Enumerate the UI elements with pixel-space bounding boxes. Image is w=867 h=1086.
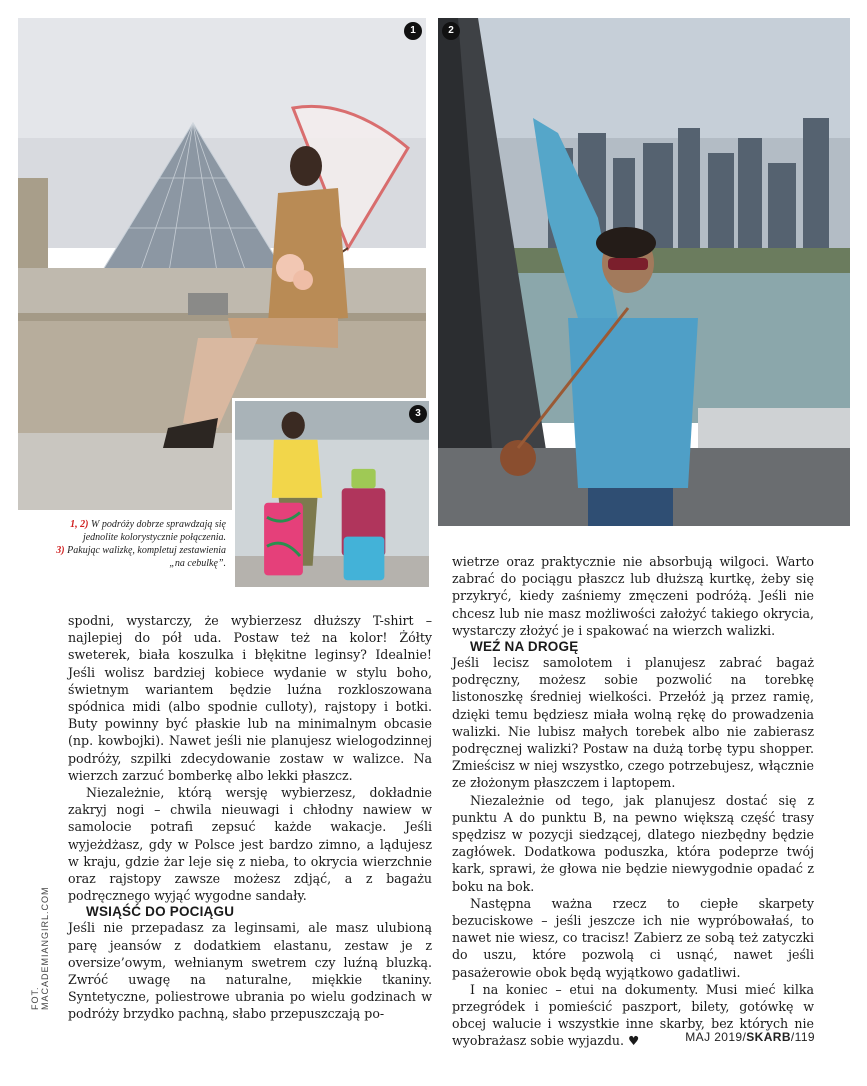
photo-number-badge: 2 xyxy=(442,22,460,40)
caption-number: 3) xyxy=(56,545,65,556)
photo-credit: FOT. MACADEMIANGIRL.COM xyxy=(30,886,50,1010)
photo-number-badge: 1 xyxy=(404,22,422,40)
page-footer xyxy=(685,1030,815,1044)
page-number: 119 xyxy=(794,1030,815,1044)
paragraph: Następna ważna rzecz to ciepłe skarpety bezuciskowe – jeśli jeszcze ich nie wypróbowałaś, to nawet nie wiesz, co tracisz! Zabierz ze sobą też zatyczki do uszu, które pozwolą ci usnąć, nawet jeśli pasażerowie obok będą wyjątkowo gadatliwi. xyxy=(452,895,814,980)
paragraph: wietrze oraz praktycznie nie absorbują wilgoci. Warto zabrać do pociągu płaszcz lub dłuższą kurtkę, żeby się przykryć, kiedy zaśniemy zmęczeni podróżą. Jeśli nie chcesz lub nie masz możliwości założyć takiego okrycia, wystarczy złożyć je i spakować na wierzch walizki. xyxy=(452,554,814,638)
paragraph: Niezależnie, którą wersję wybierzesz, dokładnie zakryj nogi – chwila nieuwagi i chłodny nawiew w samolocie potrafi zepsuć każde wakacje. Jeśli wyjeżdżasz, gdy w Polsce jest bardzo zimno, a lądujesz w kraju, gdzie żar leje się z nieba, to okrycia wierzchnie oraz rajstopy zawsze możesz zdjąć, a z bagażu podręcznego wyjąć wygodne sandały. xyxy=(68,785,432,904)
magazine-name: SKARB xyxy=(746,1030,791,1044)
paragraph: Niezależnie od tego, jak planujesz dostać się z punktu A do punktu B, na pewno większą część trasy spędzisz w pozycji siedzącej, dlatego niezbędny będzie zagłówek. Dodatkowa poduszka, która podeprze twój kark, sprawi, że głowa nie będzie niewygodnie opadać z boku na bok. xyxy=(452,792,814,894)
caption-text: Pakując walizkę, kompletuj zestawienia „na cebulkę”. xyxy=(67,545,226,569)
paragraph: Jeśli lecisz samolotem i planujesz zabrać bagaż podręczny, możesz sobie pozwolić na torebkę listonoszkę średniej wielkości. Przełóż ją przez ramię, dzięki temu będziesz miała wolną rękę do prowadzenia walizki. Nie lubisz małych torebek albo nie zabierasz podręcznej walizki? Postaw na dużą torbę typu shopper. Zmieścisz w niej wszystko, czego potrzebujesz, włącznie ze złożonym płaszczem i laptopem. xyxy=(452,655,814,791)
caption-text: W podróży dobrze sprawdzają się jednolite kolorystycznie połączenia. xyxy=(82,519,226,543)
caption-number: 1, 2) xyxy=(70,519,89,530)
photo-caption xyxy=(48,518,226,570)
paragraph: I na koniec – etui na dokumenty. Musi mieć kilka przegródek i pomieścić paszport, bilety, gotówkę w obcej walucie i wszystkie inne skarby, bez których nie wyobrażasz sobie wyjazdu. ♥ xyxy=(452,981,814,1049)
separator: / xyxy=(790,1030,795,1044)
issue-date: MAJ 2019 xyxy=(685,1030,743,1044)
paragraph: spodni, wystarczy, że wybierzesz dłuższy T-shirt – najlepiej do pół uda. Postaw też na kolor! Żółty sweterek, biała koszulka i błękitne leginsy? Idealnie! Jeśli wolisz bardziej kobiece wydanie w stylu boho, świetnym wariantem będzie luźna rozkloszowana spódnica midi (albo spodnie culloty), rajstopy i botki. Buty powinny być płaskie lub na minimalnym obcasie (np. kowbojki). Nawet jeśli nie planujesz wielogodzinnej podróży, szpilki zdecydowanie zostaw w walizce. Na wierzch zarzuć bomberkę albo lekki płaszcz. xyxy=(68,613,432,783)
paragraph: Jeśli nie przepadasz za leginsami, ale masz ulubioną parę jeansów z dodatkiem elastanu, zestaw je z oversize’owym, wełnianym swetrem czy luźną bluzką. Zwróć uwagę na naturalne, miękkie tkaniny. Syntetyczne, poliestrowe ubrania po wielu godzinach w podróży brzydko pachną, słabo przepuszczają po- xyxy=(68,920,432,1022)
photo-number-badge: 3 xyxy=(409,405,427,423)
left-column xyxy=(68,612,432,1023)
section-heading: WEŹ NA DROGĘ xyxy=(470,639,579,655)
photo-singapore xyxy=(438,18,850,526)
separator: / xyxy=(742,1030,747,1044)
section-heading: WSIĄŚĆ DO POCIĄGU xyxy=(86,904,235,920)
photo-airport xyxy=(232,398,432,590)
right-column xyxy=(452,553,814,1050)
